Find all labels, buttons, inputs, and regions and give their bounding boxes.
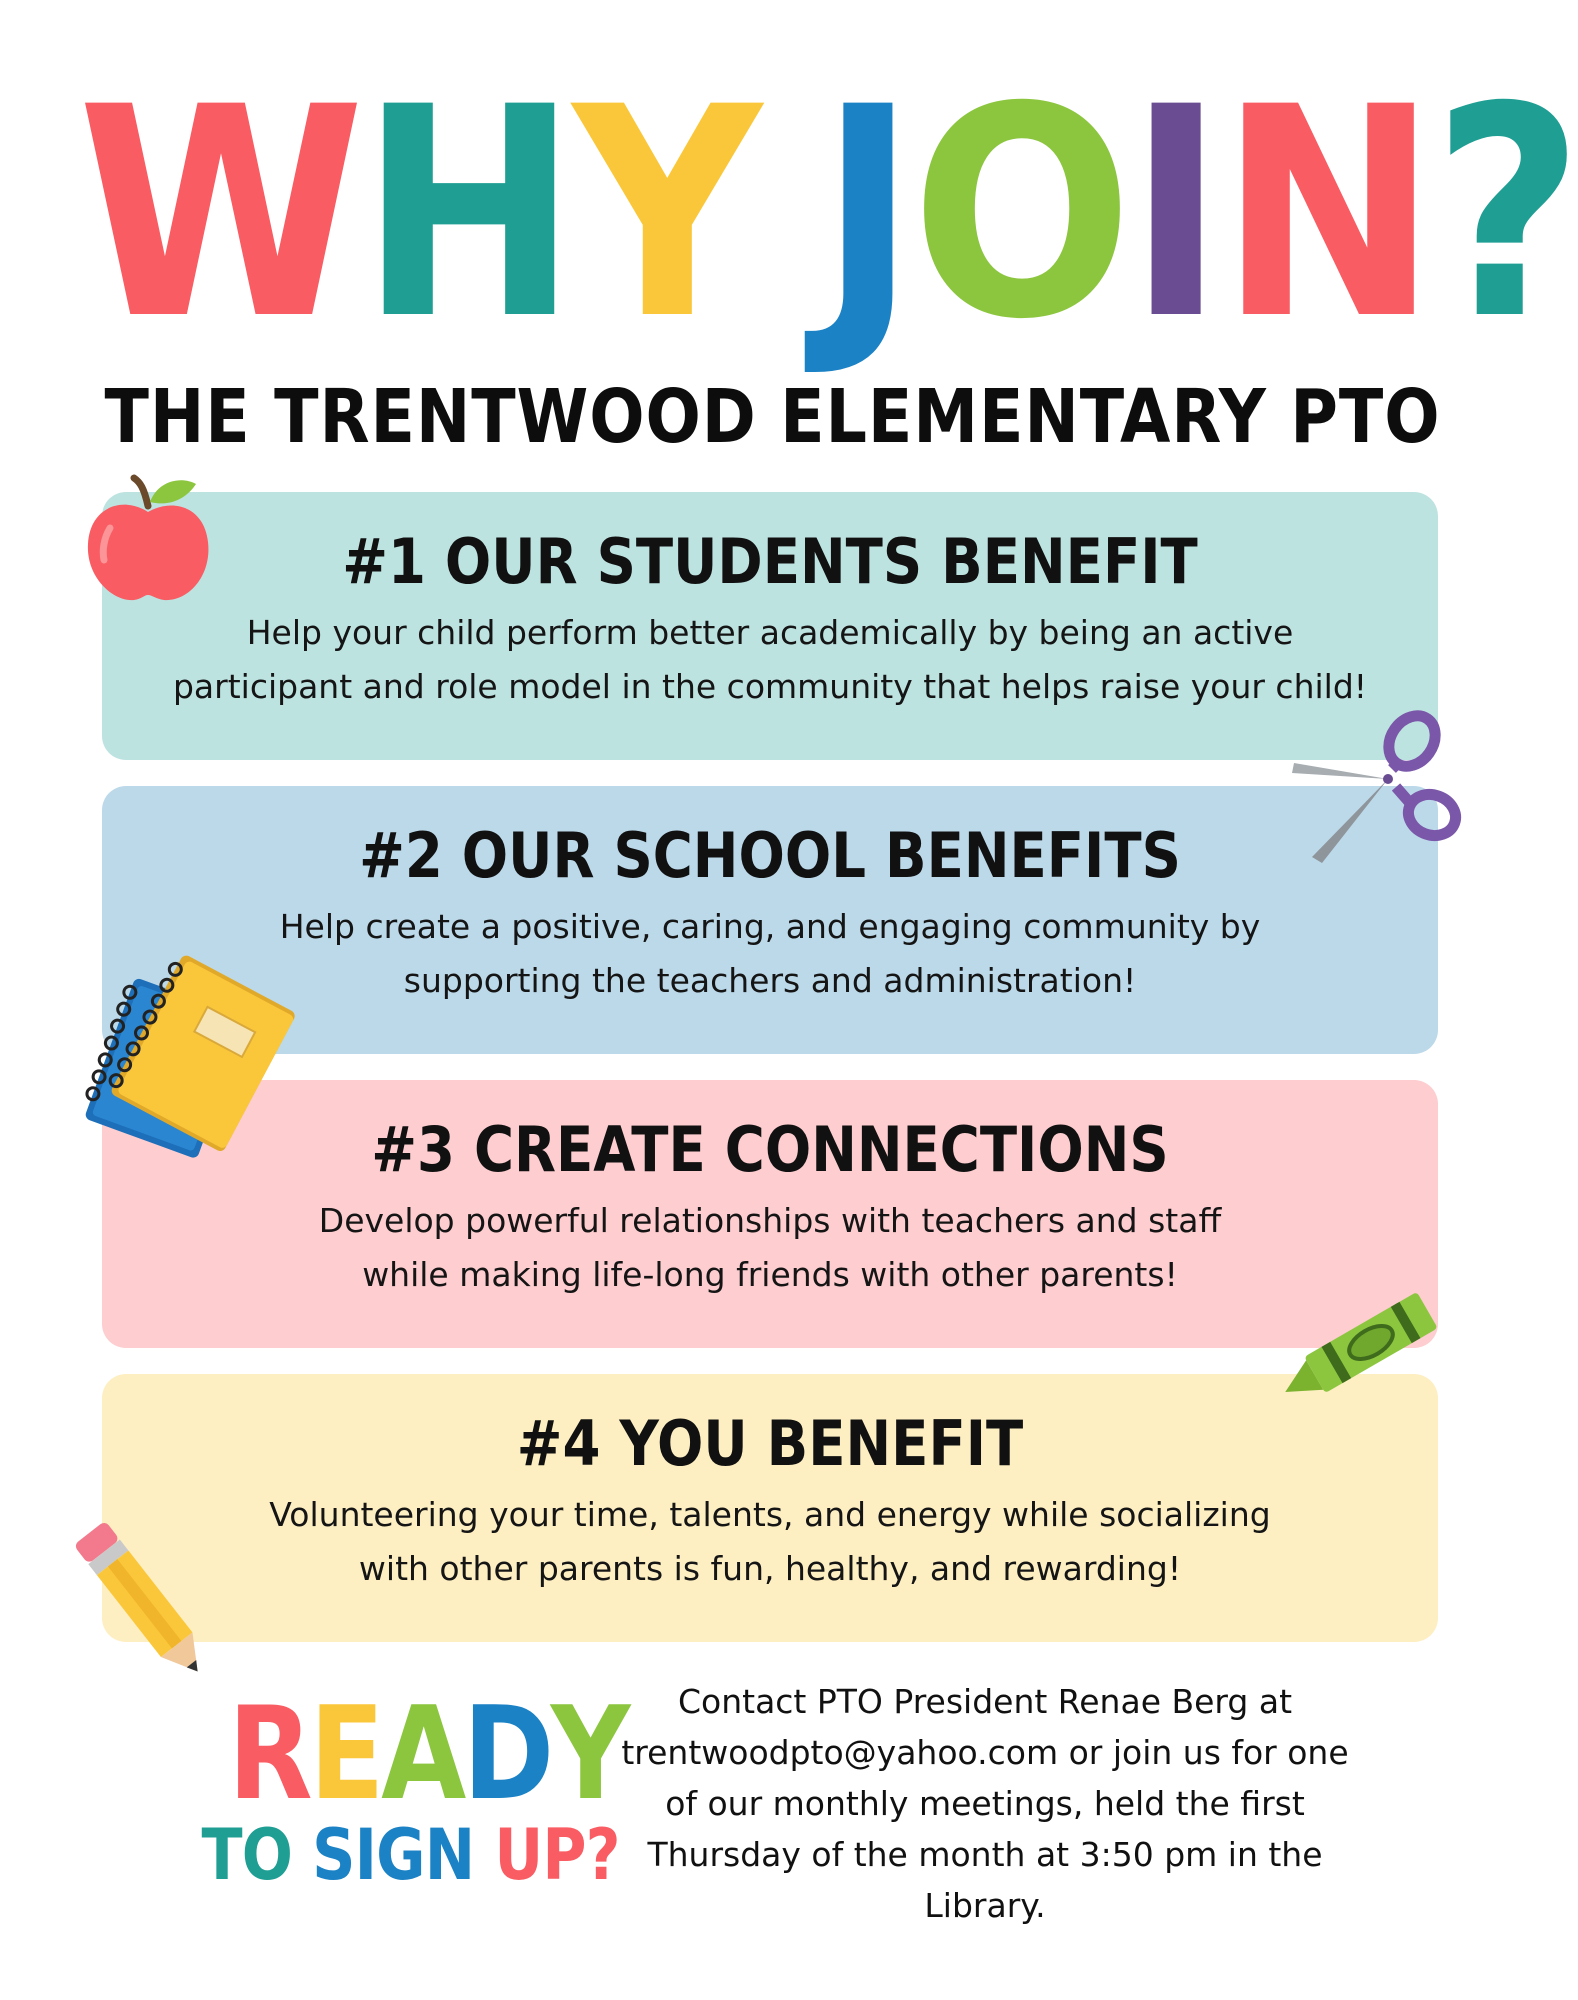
ready-letter: Y bbox=[550, 1680, 628, 1829]
pencil-icon bbox=[78, 1520, 208, 1680]
benefit-card-2 bbox=[102, 786, 1438, 1054]
contact-line: of our monthly meetings, held the first bbox=[665, 1784, 1305, 1823]
card-heading: #3 CREATE CONNECTIONS bbox=[371, 1113, 1169, 1186]
card-text-line: with other parents is fun, healthy, and rewarding! bbox=[358, 1549, 1182, 1588]
card-text bbox=[122, 606, 1418, 714]
card-heading: #1 OUR STUDENTS BENEFIT bbox=[342, 525, 1198, 598]
contact-info bbox=[620, 1676, 1350, 1931]
sign-up-word: SIGN bbox=[312, 1814, 475, 1896]
title-letter: J bbox=[819, 46, 912, 383]
card-heading: #2 OUR SCHOOL BENEFITS bbox=[359, 819, 1181, 892]
contact-line: trentwoodpto@yahoo.com or join us for one bbox=[621, 1733, 1349, 1772]
title-letter: O bbox=[911, 46, 1128, 383]
ready-heading bbox=[228, 1680, 628, 1829]
card-text-line: while making life-long friends with other parents! bbox=[362, 1255, 1178, 1294]
title-letter: I bbox=[1127, 46, 1220, 383]
sign-up-word: TO bbox=[201, 1814, 293, 1896]
card-text-line: Help your child perform better academically by being an active bbox=[246, 613, 1294, 652]
card-text bbox=[122, 1194, 1418, 1302]
card-text-line: supporting the teachers and administration! bbox=[403, 961, 1137, 1000]
title-letter: Y bbox=[572, 46, 757, 383]
title-letter: W bbox=[77, 46, 360, 383]
card-text-line: participant and role model in the community that helps raise your child! bbox=[172, 667, 1367, 706]
title-letter: H bbox=[359, 46, 573, 383]
ready-letter: D bbox=[462, 1680, 551, 1829]
sign-up-heading bbox=[201, 1814, 620, 1896]
card-text-line: Develop powerful relationships with teachers and staff bbox=[318, 1201, 1222, 1240]
benefit-card-4 bbox=[102, 1374, 1438, 1642]
crayon-icon bbox=[1268, 1285, 1448, 1415]
sign-up-word: UP? bbox=[494, 1814, 620, 1896]
notebooks-icon bbox=[80, 955, 290, 1170]
page-title bbox=[77, 46, 1578, 383]
card-text bbox=[122, 900, 1418, 1008]
card-text-line: Volunteering your time, talents, and energy while socializing bbox=[269, 1495, 1271, 1534]
benefit-card-3 bbox=[102, 1080, 1438, 1348]
apple-icon bbox=[84, 466, 214, 606]
title-letter: N bbox=[1219, 46, 1433, 383]
card-heading: #4 YOU BENEFIT bbox=[516, 1407, 1024, 1480]
ready-letter: R bbox=[228, 1680, 310, 1829]
ready-letter: E bbox=[309, 1680, 382, 1829]
card-text bbox=[122, 1488, 1418, 1596]
contact-line: Thursday of the month at 3:50 pm in the bbox=[647, 1835, 1323, 1874]
benefit-card-1 bbox=[102, 492, 1438, 760]
contact-line: Library. bbox=[924, 1886, 1046, 1925]
page-subtitle: THE TRENTWOOD ELEMENTARY PTO bbox=[104, 374, 1441, 460]
ready-letter: A bbox=[381, 1680, 463, 1829]
scissors-icon bbox=[1288, 705, 1468, 865]
contact-line: Contact PTO President Renae Berg at bbox=[677, 1682, 1293, 1721]
title-letter: ? bbox=[1432, 46, 1578, 383]
card-text-line: Help create a positive, caring, and engaging community by bbox=[279, 907, 1261, 946]
